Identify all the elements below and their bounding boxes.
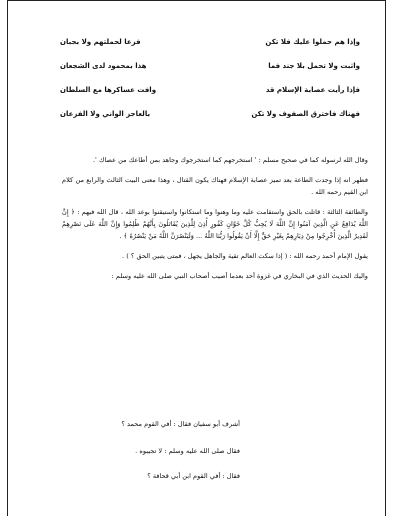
page-border-left — [7, 0, 8, 516]
dialog-line: فقال صلى الله عليه وسلم : لا تجيبوه . — [135, 447, 240, 455]
body-text — [62, 154, 368, 290]
page-border-right — [385, 0, 386, 516]
verse-first-hemistich: واثبت ولا تحمل بلا جند فما — [268, 62, 360, 70]
paragraph-ibn-qayyim: فظهر انه إذا وجدت الطاعة بعد تميز عصابة الإسلام فهناك يكون القتال ، وهذا معنى البيت الثالث والرابع من كلام ابن القيم رحمه الله . — [62, 176, 368, 196]
verse-second-hemistich: بالعاجز الواني ولا الفزعان — [60, 110, 151, 118]
poem — [60, 38, 360, 134]
poem-verse — [60, 110, 360, 121]
paragraph-third-group: والطائفة الثالثة : قاتلت بالحق واستقامت عليه وما وهنوا وما استكانوا واستيقنوا بوعد الله ، قال الله فيهم : ﴿ إِنَّ اللَّهَ يُدَافِعُ عَنِ الَّذِينَ آمَنُوا إِنَّ اللَّهَ لَا يُحِبُّ كُلَّ خَوَّانٍ كَفُورٍ أُذِنَ لِلَّذِينَ يُقَاتَلُونَ بِأَنَّهُمْ ظُلِمُوا وَإِنَّ اللَّهَ عَلَى نَصْرِهِمْ لَقَدِيرٌ الَّذِينَ أُخْرِجُوا مِنْ دِيَارِهِمْ بِغَيْرِ حَقٍّ إِلَّا أَنْ يَقُولُوا رَبُّنَا اللَّهُ ... وَلَيَنْصُرَنَّ اللَّهُ مَنْ يَنْصُرُهُ ﴾ . — [62, 208, 368, 240]
verse-second-hemistich: هذا بمحمود لدى الشجعان — [60, 62, 147, 70]
verse-first-hemistich: وإذا هم حملوا عليك فلا تكن — [265, 38, 360, 46]
verse-first-hemistich: فهناك فاخترق الصفوف ولا تكن — [251, 110, 360, 118]
verse-first-hemistich: فإذا رأيت عصابة الإسلام قد — [265, 86, 360, 94]
verse-second-hemistich: فزعا لحملتهم ولا بجبان — [60, 38, 141, 46]
poem-verse — [60, 86, 360, 97]
paragraph-imam-ahmad: يقول الإمام أحمد رحمه الله : ( إذا سكت العالم تقية والجاهل يجهل ، فمتى يتبين الحق ؟ ) . — [122, 252, 368, 260]
dialog-line: أشرف أبو سفيان فقال : أفي القوم محمد ؟ — [121, 420, 240, 428]
verse-second-hemistich: وافت عساكرها مع السلطان — [60, 86, 157, 94]
poem-verse — [60, 62, 360, 73]
paragraph-bukhari-intro: واليك الحديث الذي في البخاري في غزوة أحد بعدما أصيب أصحاب النبي صلى الله عليه وسلم : — [111, 272, 368, 280]
poem-verse — [60, 38, 360, 49]
page-border-top — [7, 0, 386, 1]
paragraph-hadith-muslim: وقال الله لرسوله كما في صحيح مسلم : ' استخرجهم كما استخرجوك وجاهد بمن أطاعك من عصاك '. — [92, 156, 368, 164]
dialog-line: فقال : أفي القوم ابن أبي قحافة ؟ — [147, 472, 240, 480]
